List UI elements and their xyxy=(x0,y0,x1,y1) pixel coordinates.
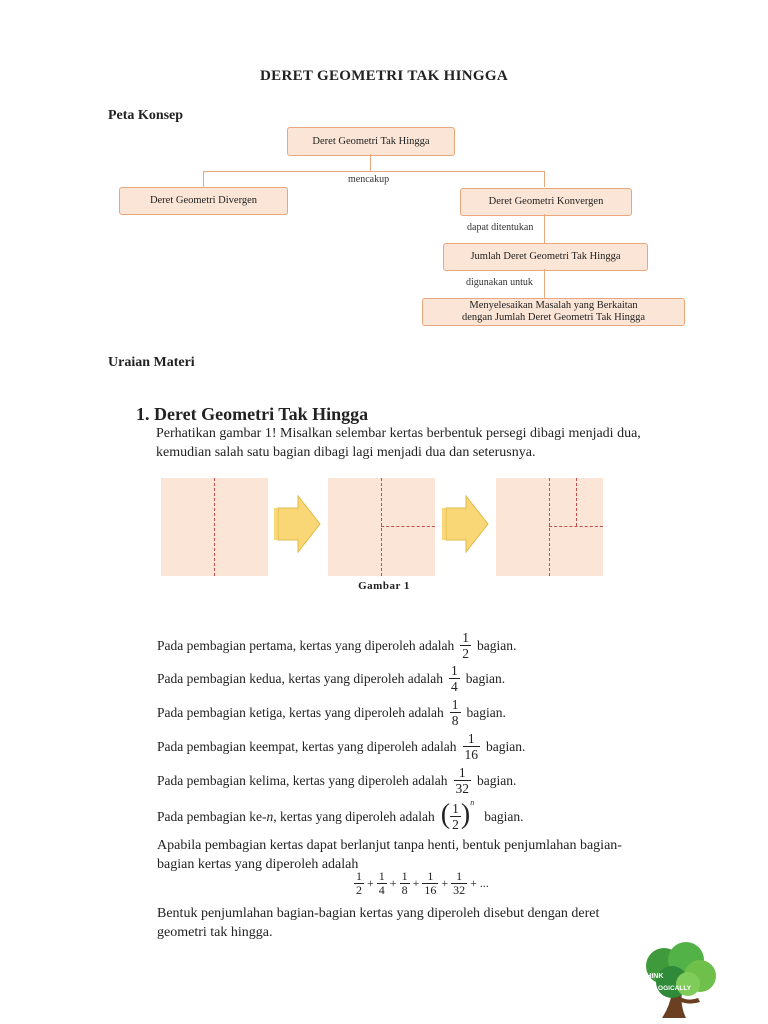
plus-sign: + xyxy=(441,876,449,890)
intro-line-1: Perhatikan gambar 1! Misalkan selembar kertas berbentuk persegi dibagi menjadi dua, xyxy=(156,426,641,441)
fraction-denominator: 16 xyxy=(424,883,437,897)
concept-konvergen-box: Deret Geometri Konvergen xyxy=(460,188,632,216)
division-line xyxy=(157,731,525,762)
division-text: Pada pembagian pertama, kertas yang diperoleh adalah xyxy=(157,637,455,653)
nth-power-expression xyxy=(441,798,474,835)
label-mencakup: mencakup xyxy=(348,174,390,185)
logo-text-1: THINK xyxy=(642,973,664,980)
think-ecologically-logo xyxy=(636,940,720,1020)
fraction-numerator: 1 xyxy=(427,869,434,883)
connector-line xyxy=(544,171,545,187)
division-fraction xyxy=(449,663,460,694)
fold-line xyxy=(549,478,550,576)
nth-prefix: Pada pembagian ke- xyxy=(157,808,267,824)
fraction-numerator: 1 xyxy=(451,697,459,712)
division-suffix: bagian. xyxy=(486,738,526,754)
closing-line-2: geometri tak hingga. xyxy=(157,925,273,940)
figure-caption: Gambar 1 xyxy=(358,580,410,592)
intro-paragraph xyxy=(156,424,641,462)
fraction-numerator: 1 xyxy=(452,801,459,816)
fraction-denominator: 32 xyxy=(453,883,466,897)
fold-line xyxy=(381,478,382,576)
fold-line xyxy=(381,526,435,527)
fraction-denominator: 8 xyxy=(401,883,408,897)
fraction-denominator: 16 xyxy=(464,747,479,762)
division-fraction xyxy=(454,765,472,796)
division-line xyxy=(157,697,506,728)
division-suffix: bagian. xyxy=(466,704,506,720)
concept-final-box xyxy=(422,298,685,326)
paper-square-3 xyxy=(496,478,603,576)
fraction-denominator: 4 xyxy=(378,883,385,897)
connector-line xyxy=(203,171,204,187)
left-paren: ( xyxy=(440,799,451,830)
division-fraction xyxy=(463,731,481,762)
page-title: DERET GEOMETRI TAK HINGGA xyxy=(260,68,508,84)
series-expression xyxy=(352,870,490,897)
concept-final-line2: dengan Jumlah Deret Geometri Tak Hingga xyxy=(461,312,646,323)
division-text: Pada pembagian kedua, kertas yang diperoleh adalah xyxy=(157,670,444,686)
division-line xyxy=(157,663,505,694)
fraction-denominator: 32 xyxy=(455,781,470,796)
fold-line xyxy=(214,478,215,576)
fraction-numerator: 1 xyxy=(467,731,475,746)
intro-line-2: kemudian salah satu bagian dibagi lagi menjadi dua dan seterusnya. xyxy=(156,445,536,460)
division-text: Pada pembagian ketiga, kertas yang diperoleh adalah xyxy=(157,704,444,720)
fraction-numerator: 1 xyxy=(356,869,362,883)
sum-paragraph xyxy=(157,836,622,874)
fraction-numerator: 1 xyxy=(378,869,385,883)
division-fraction xyxy=(450,697,461,728)
division-text: Pada pembagian keempat, kertas yang diperoleh adalah xyxy=(157,738,457,754)
right-arrow-icon xyxy=(272,492,324,556)
right-paren: ) xyxy=(460,799,471,830)
fold-line xyxy=(549,526,603,527)
label-dapat-ditentukan: dapat ditentukan xyxy=(467,222,534,233)
sum-line-2: bagian kertas yang diperoleh adalah xyxy=(157,857,359,872)
fraction-denominator: 4 xyxy=(451,679,458,694)
concept-divergen-box: Deret Geometri Divergen xyxy=(119,187,288,215)
paper-square-2 xyxy=(328,478,435,576)
fraction-denominator: 2 xyxy=(356,883,362,897)
nth-suffix: bagian. xyxy=(484,808,524,824)
nth-fraction xyxy=(450,801,461,832)
nth-n: n xyxy=(266,808,274,824)
fraction-numerator: 1 xyxy=(462,630,470,645)
division-line xyxy=(157,765,516,796)
uraian-heading: Uraian Materi xyxy=(108,355,195,370)
division-fraction xyxy=(460,630,471,661)
division-suffix: bagian. xyxy=(477,637,517,653)
fraction-numerator: 1 xyxy=(456,869,463,883)
plus-sign: + xyxy=(389,876,397,890)
closing-line-1: Bentuk penjumlahan bagian-bagian kertas yang diperoleh disebut dengan deret xyxy=(157,906,600,921)
fold-line xyxy=(576,478,577,526)
fraction-denominator: 8 xyxy=(451,713,459,728)
series-term xyxy=(354,870,364,897)
division-suffix: bagian. xyxy=(477,772,517,788)
plus-sign: + xyxy=(367,876,374,890)
connector-line xyxy=(544,269,545,298)
closing-paragraph xyxy=(157,904,599,942)
concept-map-heading: Peta Konsep xyxy=(108,108,184,123)
section-1-title: 1. Deret Geometri Tak Hingga xyxy=(136,404,369,424)
division-line xyxy=(157,630,516,661)
plus-sign: + xyxy=(412,876,420,890)
series-term xyxy=(377,870,387,897)
concept-sum-box: Jumlah Deret Geometri Tak Hingga xyxy=(443,243,648,271)
nth-exponent: n xyxy=(470,798,475,807)
sum-line-1: Apabila pembagian kertas dapat berlanjut tanpa henti, bentuk penjumlahan bagian- xyxy=(157,838,622,853)
series-term xyxy=(400,870,410,897)
fraction-numerator: 1 xyxy=(401,869,408,883)
label-digunakan-untuk: digunakan untuk xyxy=(466,277,533,288)
paper-square-1 xyxy=(161,478,268,576)
series-term xyxy=(422,870,438,897)
fraction-denominator: 2 xyxy=(452,817,459,832)
nth-text: , kertas yang diperoleh adalah xyxy=(273,808,435,824)
right-arrow-icon xyxy=(440,492,492,556)
connector-line xyxy=(544,214,545,243)
logo-text-2: ECOLOGICALLY xyxy=(640,985,692,992)
fraction-numerator: 1 xyxy=(451,663,458,678)
connector-line xyxy=(203,171,545,172)
connector-line xyxy=(370,154,371,171)
division-suffix: bagian. xyxy=(465,670,506,686)
concept-final-line1: Menyelesaikan Masalah yang Berkaitan xyxy=(469,300,638,311)
nth-division-line xyxy=(157,798,524,835)
series-ellipsis: + ... xyxy=(470,876,489,890)
division-text: Pada pembagian kelima, kertas yang diperoleh adalah xyxy=(157,772,448,788)
fraction-denominator: 2 xyxy=(462,646,470,661)
concept-root-box: Deret Geometri Tak Hingga xyxy=(287,127,455,156)
fraction-numerator: 1 xyxy=(458,765,466,780)
series-term xyxy=(451,870,467,897)
